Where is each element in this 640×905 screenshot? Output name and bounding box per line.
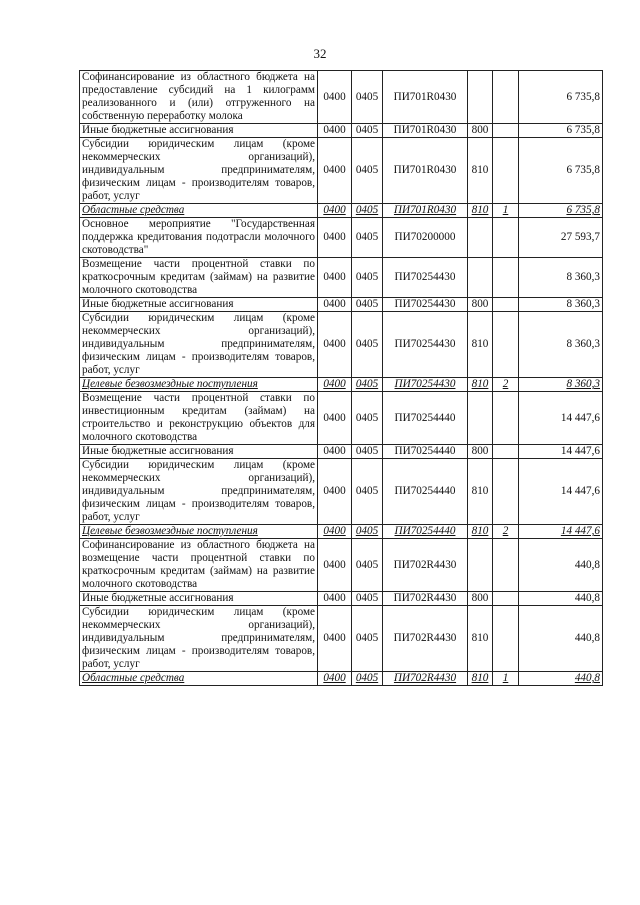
expense-type-code: 800 [468,124,493,138]
target-article-code: ПИ70254440 [383,445,468,459]
expense-type-code [468,258,493,298]
funding-source-row [80,525,603,539]
amount: 6 735,8 [519,124,603,138]
subsection-code: 0405 [352,539,383,592]
expense-type-code: 810 [468,606,493,672]
expense-type-code: 810 [468,138,493,204]
section-code: 0400 [318,218,352,258]
subsection-code: 0405 [352,445,383,459]
table-row [80,312,603,378]
amount: 440,8 [519,606,603,672]
target-article-code: ПИ701R0430 [383,124,468,138]
funding-source-code [493,312,519,378]
budget-table [79,70,603,686]
funding-source-row [80,204,603,218]
table-row [80,138,603,204]
target-article-code: ПИ70254440 [383,525,468,539]
funding-source-code: 1 [493,204,519,218]
budget-table-body [80,71,603,686]
target-article-code: ПИ702R4430 [383,606,468,672]
section-code: 0400 [318,592,352,606]
row-description: Субсидии юридическим лицам (кроме некоммерческих организаций), индивидуальным предпринимателям, физическим лицам - производителям товаров, работ, услуг [80,138,318,204]
section-code: 0400 [318,606,352,672]
target-article-code: ПИ70254430 [383,258,468,298]
row-description: Субсидии юридическим лицам (кроме некоммерческих организаций), индивидуальным предпринимателям, физическим лицам - производителям товаров, работ, услуг [80,459,318,525]
amount: 8 360,3 [519,258,603,298]
target-article-code: ПИ70200000 [383,218,468,258]
amount: 14 447,6 [519,445,603,459]
expense-type-code: 810 [468,312,493,378]
row-description: Возмещение части процентной ставки по инвестиционным кредитам (займам) на строительство и реконструкцию объектов для молочного скотоводства [80,392,318,445]
funding-source-code [493,138,519,204]
funding-source-row [80,672,603,686]
funding-source-code [493,445,519,459]
funding-source-row [80,378,603,392]
amount: 440,8 [519,672,603,686]
amount: 14 447,6 [519,459,603,525]
subsection-code: 0405 [352,672,383,686]
subsection-code: 0405 [352,378,383,392]
subsection-code: 0405 [352,71,383,124]
funding-source-code [493,258,519,298]
section-code: 0400 [318,124,352,138]
target-article-code: ПИ70254440 [383,459,468,525]
funding-source-code [493,71,519,124]
target-article-code: ПИ70254440 [383,392,468,445]
expense-type-code: 810 [468,204,493,218]
funding-source-code: 2 [493,525,519,539]
expense-type-code: 810 [468,525,493,539]
row-description: Основное мероприятие "Государственная поддержка кредитования подотрасли молочного скотоводства" [80,218,318,258]
table-row [80,539,603,592]
subsection-code: 0405 [352,124,383,138]
table-row [80,218,603,258]
table-row [80,445,603,459]
subsection-code: 0405 [352,392,383,445]
expense-type-code [468,539,493,592]
row-description: Иные бюджетные ассигнования [80,592,318,606]
subsection-code: 0405 [352,592,383,606]
section-code: 0400 [318,672,352,686]
amount: 440,8 [519,539,603,592]
amount: 440,8 [519,592,603,606]
table-row [80,258,603,298]
row-description: Иные бюджетные ассигнования [80,298,318,312]
target-article-code: ПИ70254430 [383,298,468,312]
amount: 14 447,6 [519,525,603,539]
amount: 14 447,6 [519,392,603,445]
subsection-code: 0405 [352,138,383,204]
amount: 8 360,3 [519,312,603,378]
funding-source-code [493,606,519,672]
row-description: Возмещение части процентной ставки по краткосрочным кредитам (займам) на развитие молочного скотоводства [80,258,318,298]
expense-type-code: 800 [468,445,493,459]
row-description: Областные средства [80,672,318,686]
section-code: 0400 [318,378,352,392]
funding-source-code [493,298,519,312]
section-code: 0400 [318,312,352,378]
target-article-code: ПИ70254430 [383,378,468,392]
target-article-code: ПИ701R0430 [383,204,468,218]
row-description: Субсидии юридическим лицам (кроме некоммерческих организаций), индивидуальным предпринимателям, физическим лицам - производителям товаров, работ, услуг [80,312,318,378]
table-row [80,71,603,124]
section-code: 0400 [318,459,352,525]
subsection-code: 0405 [352,459,383,525]
funding-source-code: 2 [493,378,519,392]
expense-type-code: 810 [468,378,493,392]
row-description: Целевые безвозмездные поступления [80,378,318,392]
expense-type-code: 810 [468,459,493,525]
section-code: 0400 [318,525,352,539]
section-code: 0400 [318,392,352,445]
table-row [80,124,603,138]
expense-type-code: 800 [468,298,493,312]
expense-type-code [468,71,493,124]
table-row [80,592,603,606]
table-row [80,298,603,312]
table-row [80,606,603,672]
funding-source-code [493,392,519,445]
section-code: 0400 [318,138,352,204]
section-code: 0400 [318,258,352,298]
section-code: 0400 [318,204,352,218]
target-article-code: ПИ702R4430 [383,592,468,606]
section-code: 0400 [318,539,352,592]
funding-source-code [493,124,519,138]
target-article-code: ПИ702R4430 [383,539,468,592]
subsection-code: 0405 [352,204,383,218]
expense-type-code: 800 [468,592,493,606]
section-code: 0400 [318,298,352,312]
row-description: Областные средства [80,204,318,218]
row-description: Иные бюджетные ассигнования [80,124,318,138]
funding-source-code: 1 [493,672,519,686]
section-code: 0400 [318,71,352,124]
target-article-code: ПИ701R0430 [383,138,468,204]
amount: 6 735,8 [519,204,603,218]
target-article-code: ПИ70254430 [383,312,468,378]
amount: 27 593,7 [519,218,603,258]
funding-source-code [493,459,519,525]
amount: 8 360,3 [519,378,603,392]
section-code: 0400 [318,445,352,459]
row-description: Софинансирование из областного бюджета на предоставление субсидий на 1 килограмм реализованного и (или) отгруженного на собственную переработку молока [80,71,318,124]
subsection-code: 0405 [352,258,383,298]
funding-source-code [493,539,519,592]
page-number: 32 [313,46,327,61]
subsection-code: 0405 [352,525,383,539]
subsection-code: 0405 [352,312,383,378]
funding-source-code [493,218,519,258]
subsection-code: 0405 [352,606,383,672]
amount: 8 360,3 [519,298,603,312]
subsection-code: 0405 [352,218,383,258]
table-row [80,459,603,525]
target-article-code: ПИ702R4430 [383,672,468,686]
funding-source-code [493,592,519,606]
expense-type-code [468,392,493,445]
amount: 6 735,8 [519,71,603,124]
row-description: Софинансирование из областного бюджета на возмещение части процентной ставки по краткосрочным кредитам (займам) на развитие молочного скотоводства [80,539,318,592]
amount: 6 735,8 [519,138,603,204]
row-description: Целевые безвозмездные поступления [80,525,318,539]
table-row [80,392,603,445]
expense-type-code: 810 [468,672,493,686]
target-article-code: ПИ701R0430 [383,71,468,124]
subsection-code: 0405 [352,298,383,312]
row-description: Субсидии юридическим лицам (кроме некоммерческих организаций), индивидуальным предпринимателям, физическим лицам - производителям товаров, работ, услуг [80,606,318,672]
row-description: Иные бюджетные ассигнования [80,445,318,459]
expense-type-code [468,218,493,258]
